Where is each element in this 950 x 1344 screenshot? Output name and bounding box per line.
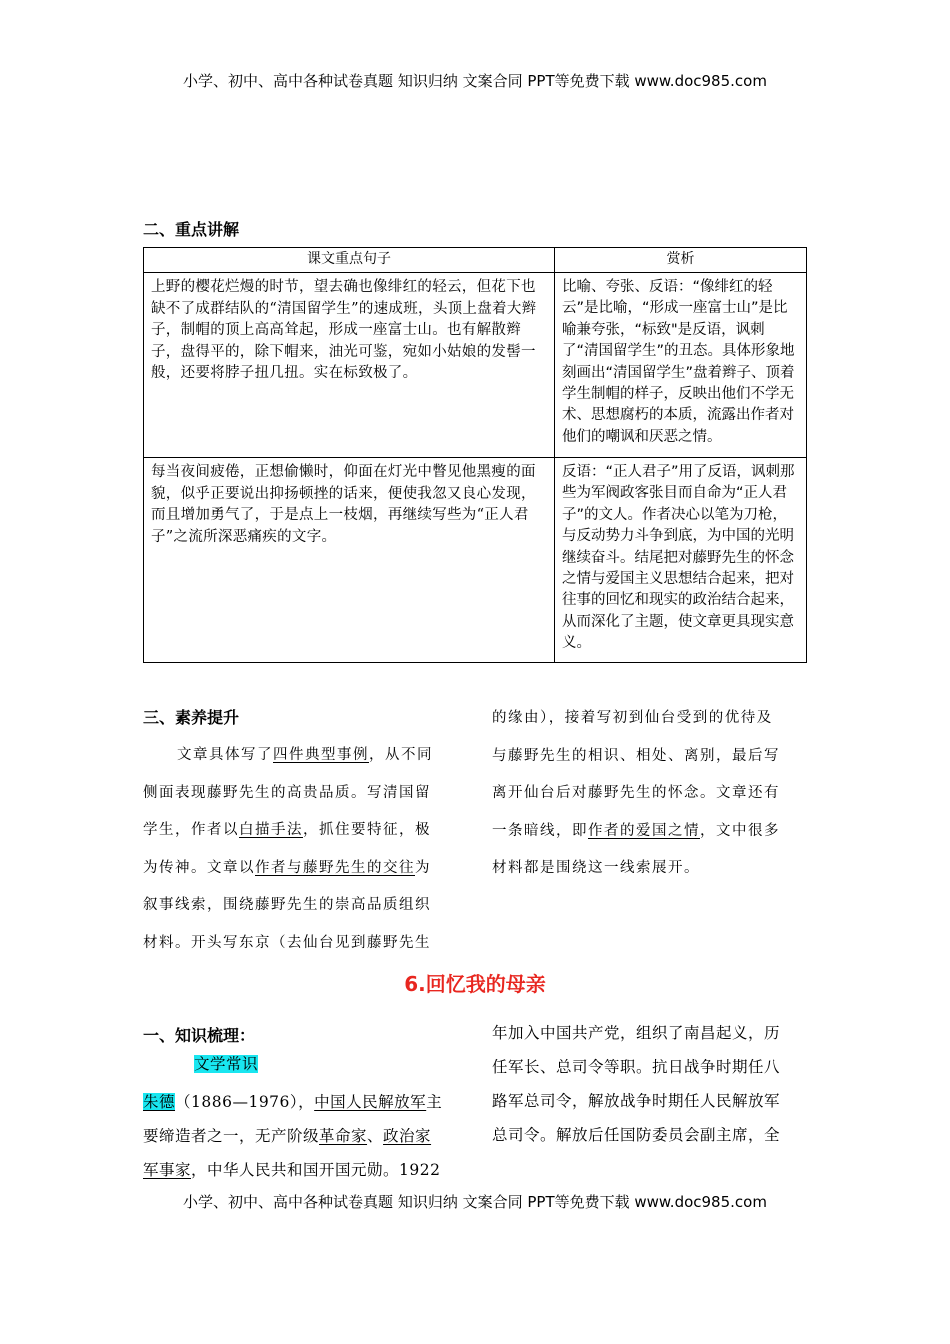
paragraph-line: 侧面表现藤野先生的高贵品质。写清国留 <box>143 784 431 801</box>
lesson-title: 6.回忆我的母亲 <box>404 972 546 996</box>
underlined-term: 四件典型事例 <box>273 747 369 763</box>
table-header-analysis: 赏析 <box>555 248 807 273</box>
analysis-cell: 反语：“正人君子”用了反语，讽刺那些为军阀政客张目而自命为“正人君子”的文人。作者决心以笔为刀枪，与反动势力斗争到底，为中国的光明继续奋斗。结尾把对藤野先生的怀念之情与爱国主义思想结合起来，把对往事的回忆和现实的政治结合起来，从而深化了主题，使文章更具现实意义。 <box>555 458 807 663</box>
paragraph-line: 朱德（1886—1976），中国人民解放军主 <box>143 1093 443 1111</box>
literary-knowledge-tag: 文学常识 <box>194 1055 259 1073</box>
paragraph-line: 离开仙台后对藤野先生的怀念。文章还有 <box>492 785 780 801</box>
analysis-cell: 比喻、夸张、反语：“像绯红的轻云”是比喻，“形成一座富士山”是比喻兼夸张，“标致"是反语，讽刺了“清国留学生”的丑态。具体形象地刻画出“清国留学生”盘着辫子、顶着学生制帽的样子，反映出他们不学无术、思想腐朽的本质，流露出作者对他们的嘲讽和厌恶之情。 <box>555 273 807 458</box>
underlined-term: 作者的爱国之情 <box>588 822 700 839</box>
knowledge-left-column <box>143 1085 463 1187</box>
underlined-term: 中国人民解放军 <box>314 1093 427 1111</box>
paragraph-line: 与藤野先生的相识、相处、离别，最后写 <box>492 747 780 764</box>
underlined-term: 政治家 <box>383 1127 432 1145</box>
table-row <box>144 273 807 458</box>
section-title-knowledge: 一、知识梳理： <box>143 1026 256 1045</box>
paragraph-line: 学生，作者以白描手法，抓住要特征，极 <box>143 822 431 838</box>
paragraph-line: 年加入中国共产党，组织了南昌起义，历 <box>492 1024 781 1042</box>
paragraph-line: 为传神。文章以作者与藤野先生的交往为 <box>143 859 431 876</box>
table-header-row <box>144 248 807 273</box>
literacy-right-column <box>492 700 812 888</box>
page-header: 小学、初中、高中各种试卷真题 知识归纳 文案合同 PPT等免费下载 www.doc985.com <box>183 72 767 90</box>
sentence-cell: 每当夜间疲倦，正想偷懒时，仰面在灯光中瞥见他黑瘦的面貌，似乎正要说出抑扬顿挫的话来，便使我忽又良心发现，而且增加勇气了，于是点上一枝烟，再继续写些为“正人君子”之流所深恶痛疾的文字。 <box>144 458 555 663</box>
underlined-term: 白描手法 <box>239 822 303 838</box>
paragraph-line: 的缘由），接着写初到仙台受到的优待及 <box>492 710 773 726</box>
paragraph-line: 文章具体写了四件典型事例，从不同 <box>177 747 433 763</box>
page-footer: 小学、初中、高中各种试卷真题 知识归纳 文案合同 PPT等免费下载 www.doc985.com <box>183 1193 767 1211</box>
section-title-key-points: 二、重点讲解 <box>143 220 240 239</box>
paragraph-line: 叙事线索，围绕藤野先生的崇高品质组织 <box>143 897 431 913</box>
paragraph-line: 一条暗线，即作者的爱国之情，文中很多 <box>492 822 780 839</box>
table-header-sentence: 课文重点句子 <box>144 248 555 273</box>
paragraph-line: 要缔造者之一，无产阶级革命家、政治家 <box>143 1127 432 1145</box>
highlighted-name: 朱德 <box>143 1093 176 1111</box>
literacy-left-column <box>143 737 463 962</box>
section-title-literacy: 三、素养提升 <box>143 708 240 727</box>
knowledge-right-column <box>492 1016 812 1152</box>
underlined-term: 革命家 <box>319 1127 368 1145</box>
paragraph-line: 总司令。解放后任国防委员会副主席，全 <box>492 1126 781 1144</box>
sentence-cell: 上野的樱花烂熳的时节，望去确也像绯红的轻云，但花下也缺不了成群结队的“清国留学生”的速成班，头顶上盘着大辫子，制帽的顶上高高耸起，形成一座富士山。也有解散辫子，盘得平的，除下帽来，油光可鉴，宛如小姑娘的发髻一般，还要将脖子扭几扭。实在标致极了。 <box>144 273 555 458</box>
key-sentences-table <box>143 247 807 663</box>
paragraph-line: 材料。开头写东京（去仙台见到藤野先生 <box>143 934 431 951</box>
paragraph-line: 军事家，中华人民共和国开国元勋。1922 <box>143 1161 441 1179</box>
underlined-term: 军事家 <box>143 1161 192 1179</box>
paragraph-line: 材料都是围绕这一线索展开。 <box>492 860 700 876</box>
underlined-term: 作者与藤野先生的交往 <box>255 859 415 876</box>
paragraph-line: 路军总司令，解放战争时期任人民解放军 <box>492 1092 781 1110</box>
paragraph-line: 任军长、总司令等职。抗日战争时期任八 <box>492 1058 781 1076</box>
table-row <box>144 458 807 663</box>
